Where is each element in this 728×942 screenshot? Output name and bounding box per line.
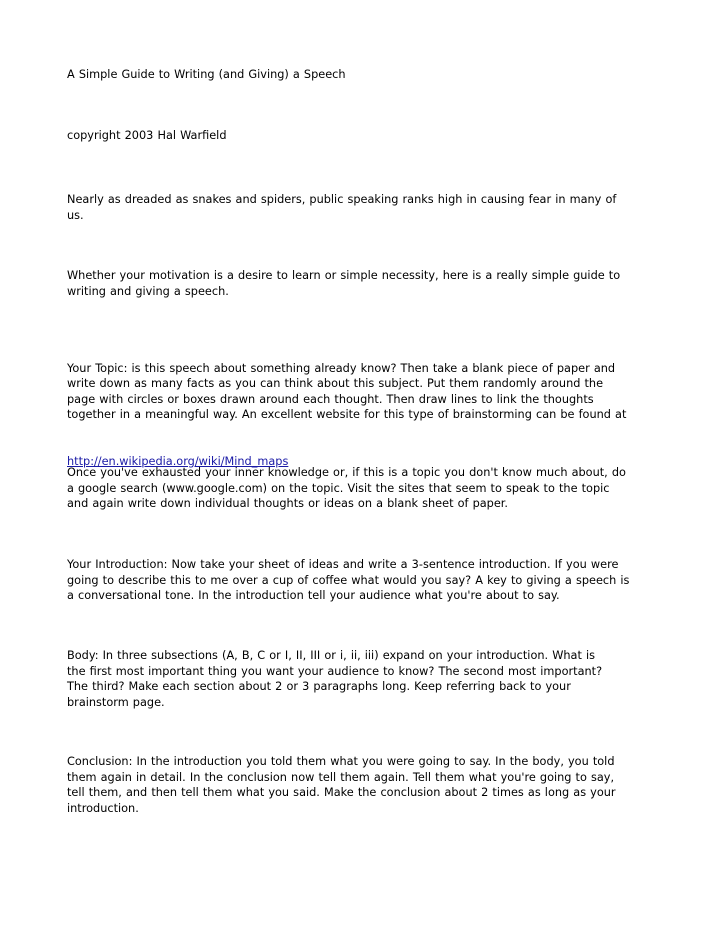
paragraph-introduction: Your Introduction: Now take your sheet of ideas and write a 3-sentence introduction. If you were going to describe this to me over a cup of coffee what would you say? A key to giving a speech is a conversational tone. In the introduction tell your audience what you're about to say. [67, 558, 630, 602]
copyright-line: copyright 2003 Hal Warfield [67, 129, 227, 142]
paragraph-body: Body: In three subsections (A, B, C or I, II, III or i, ii, iii) expand on your introduction. What is the first most important thing you want your audience to know? The second most important? The third? Make each section about 2 or 3 paragraphs long. Keep referring back to your brainstorm page. [67, 649, 603, 709]
paragraph-topic [67, 345, 667, 469]
paragraph-research: Once you've exhausted your inner knowledge or, if this is a topic you don't know much about, do a google search (www.google.com) on the topic. Visit the sites that seem to speak to the topic and again write down individual thoughts or ideas on a blank sheet of paper. [67, 466, 626, 510]
mind-maps-link[interactable]: http://en.wikipedia.org/wiki/Mind_maps [67, 454, 289, 468]
paragraph-topic-text: Your Topic: is this speech about something already know? Then take a blank piece of paper and write down as many facts as you can think about this subject. Put them randomly around the page with circles or boxes drawn around each thought. Then draw lines to link the thoughts together in a meaningful way. An excellent website for this type of brainstorming can be found at [67, 361, 627, 421]
paragraph-guide: Whether your motivation is a desire to learn or simple necessity, here is a really simple guide to writing and giving a speech. [67, 269, 621, 298]
paragraph-fear: Nearly as dreaded as snakes and spiders, public speaking ranks high in causing fear in many of us. [67, 193, 617, 222]
document-title: A Simple Guide to Writing (and Giving) a Speech [67, 68, 346, 81]
paragraph-conclusion: Conclusion: In the introduction you told them what you were going to say. In the body, you told them again in detail. In the conclusion now tell them again. Tell them what you're going to say, tell them, and then tell them what you said. Make the conclusion about 2 times as long as your introduction. [67, 755, 616, 815]
